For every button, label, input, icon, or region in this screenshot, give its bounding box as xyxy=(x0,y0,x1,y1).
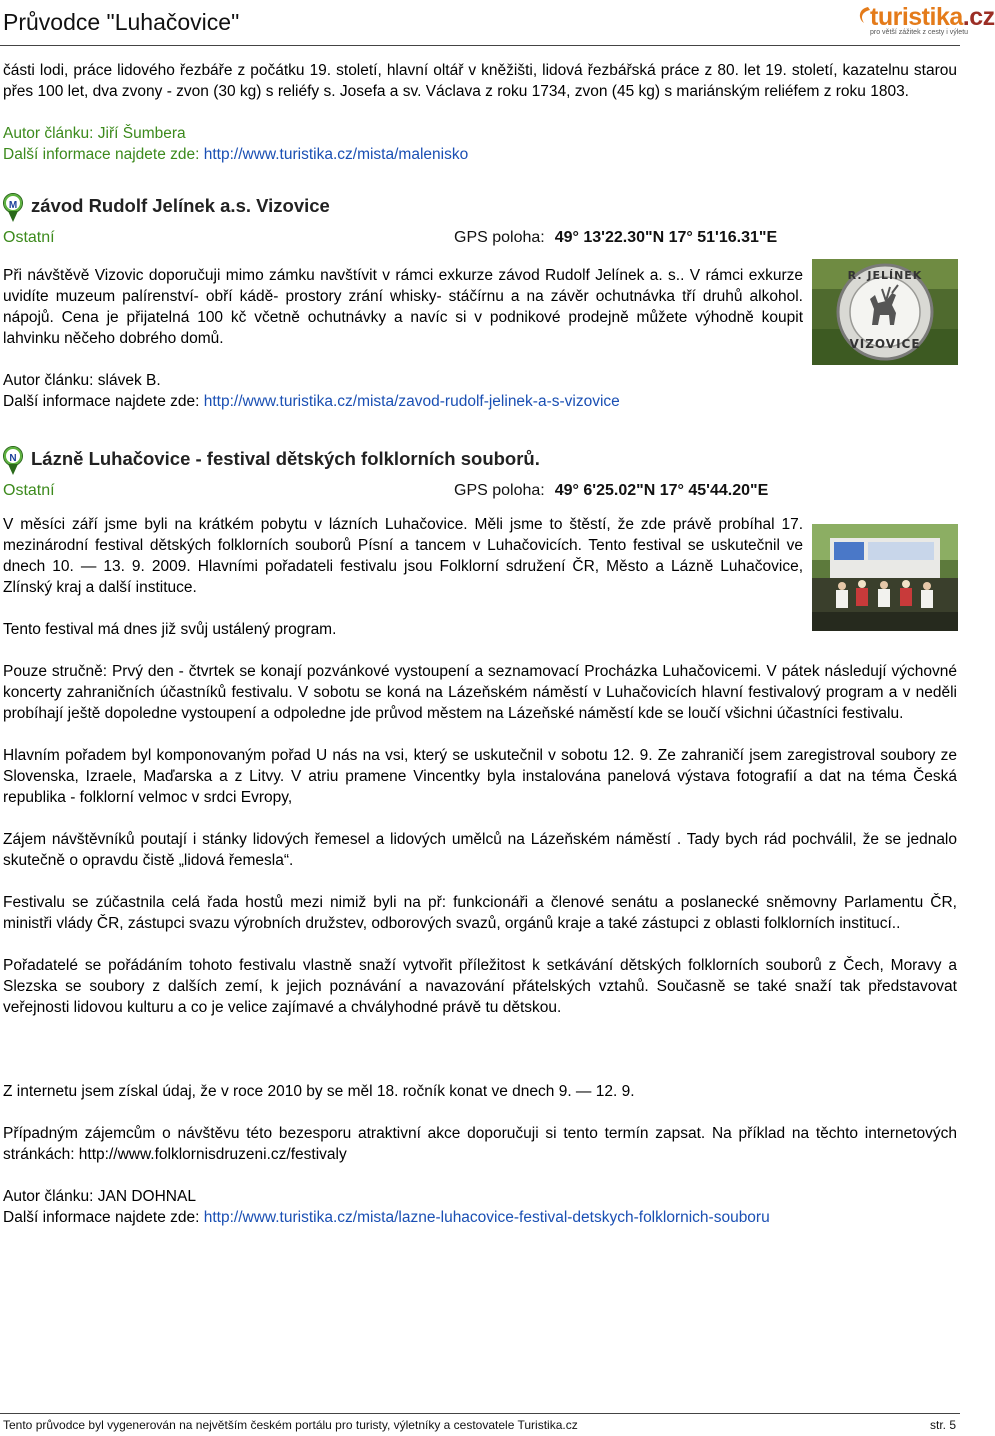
section-title: závod Rudolf Jelínek a.s. Vizovice xyxy=(31,195,330,216)
page-header xyxy=(0,0,995,46)
intro-more-info: Další informace najdete zde: http://www.turistika.cz/mista/malenisko xyxy=(3,146,469,163)
intro-more-link[interactable]: http://www.turistika.cz/mista/malenisko xyxy=(203,146,469,163)
document-title: Průvodce "Luhačovice" xyxy=(3,9,240,35)
intro-author: Autor článku: Jiří Šumbera xyxy=(3,125,186,142)
section-meta xyxy=(3,227,957,251)
footer-text: Tento průvodce byl vygenerován na největším českém portálu pro turisty, výletníky a cestovatele Turistika.cz xyxy=(3,1418,578,1432)
section-paragraph: Případným zájemcům o návštěvu této bezesporu atraktivní akce doporučuji si tento termín zapsat. Na příklad na těchto internetových stránkách: http://www.folklornisdruzeni.cz/festivaly xyxy=(3,1125,957,1163)
section-meta xyxy=(3,480,957,504)
logo-tagline: pro větší zážitek z cesty i výletu xyxy=(870,29,969,36)
section-author: Autor článku: slávek B. xyxy=(3,372,161,389)
festival-photo xyxy=(812,524,958,631)
category-label: Ostatní xyxy=(3,482,55,499)
category-label: Ostatní xyxy=(3,229,55,246)
map-pin-icon: M xyxy=(3,193,23,221)
section-paragraph: Tento festival má dnes již svůj ustálený program. xyxy=(3,621,337,638)
section-paragraph: Pořadatelé se pořádáním tohoto festivalu vlastně snaží vytvořit příležitost k setkávání dětských folklorních souborů z Čech, Moravy a Slezska se soubory z dalších zemí, k jejich poznávání a navazování přátelských vztahů. Současně se také snaží tak představovat veřejnosti lidovou kulturu a co je velice zajímavé a chvályhodné právě tu dětskou. xyxy=(3,957,957,1016)
section-paragraph: Hlavním pořadem byl komponovaným pořad U nás na vsi, který se uskutečnil v sobotu 12. 9. Ze zahraničí jsem zaregistroval soubory ze Slovenska, Izraele, Maďarska a z Litvy. V atriu pramene Vincentky byla instalována panelová výstava fotografií a dat na téma Česká republika - folklorní velmoc v srdci Evropy, xyxy=(3,747,957,806)
section-paragraph: Pouze stručně: Prvý den - čtvrtek se konají pozvánkové vystoupení a seznamovací Procházka Luhačovicemi. V pátek následují výchovné koncerty zahraničních účastníků festivalu. V sobotu se koná na Lázeňském náměstí v Luhačovicích hlavní festivalový program a v neděli probíhají ještě dopoledne vystoupení a odpoledne jde průvod městem na Lázeňské náměstí kde se loučí všichni účastníci festivalu. xyxy=(3,663,957,722)
section-paragraph: V měsíci září jsme byli na krátkém pobytu v lázních Luhačovice. Měli jsme to štěstí, že zde právě probíhal 17. mezinárodní festival dětských folklorních souborů Písní a tancem v Luhačovicích. Tento festival se uskutečnil ve dnech 10. — 13. 9. 2009. Hlavními pořadateli festivalu jsou Folklorní sdružení ČR, Město a Lázně Luhačovice, Zlínský kraj a další instituce. xyxy=(3,516,803,596)
header-divider xyxy=(0,45,960,46)
page-content xyxy=(3,60,957,1228)
section-paragraph: Festivalu se zúčastnila celá řada hostů mezi nimiž byli na př: funkcionáři a členové senátu a poslanecké sněmovny Parlamentu ČR, ministři vlády ČR, zástupci svazu výrobních družstev, odborových svazů, orgánů kraje a také zástupci z oblasti folklorních institucí.. xyxy=(3,894,957,932)
section-paragraph: Z internetu jsem získal údaj, že v roce 2010 by se měl 18. ročník konat ve dnech 9. — 12. 9. xyxy=(3,1083,635,1100)
section-more-info: Další informace najdete zde: http://www.turistika.cz/mista/zavod-rudolf-jelinek-a-s-vizovice xyxy=(3,393,620,410)
map-pin-icon: N xyxy=(3,446,23,474)
gps-position: GPS poloha: 49° 6'25.02"N 17° 45'44.20"E xyxy=(454,482,769,499)
footer-divider xyxy=(0,1413,960,1414)
page-number: str. 5 xyxy=(929,1418,956,1432)
jelinek-emblem-photo xyxy=(812,259,958,365)
photo-caption-top: R. JELÍNEK xyxy=(847,269,923,282)
section-header-vizovice xyxy=(3,191,957,227)
turistika-logo[interactable] xyxy=(856,3,995,41)
gps-position: GPS poloha: 49° 13'22.30"N 17° 51'16.31"E xyxy=(454,229,778,246)
intro-paragraph: části lodi, práce lidového řezbáře z počátku 19. století, hlavní oltář v kněžišti, lidová řezbářská práce z 80. let 19. století, kazatelnu starou přes 100 let, dva zvony - zvon (30 kg) s reliéfy s. Josefa a sv. Václava z roku 1734, zvon (45 kg) s mariánským reliéfem z roku 1803. xyxy=(3,62,957,100)
section-more-link[interactable]: http://www.turistika.cz/mista/zavod-rudolf-jelinek-a-s-vizovice xyxy=(203,393,620,410)
section-paragraph: Zájem návštěvníků poutají i stánky lidových řemesel a lidových umělců na Lázeňském náměstí . Tady bych rád pochválil, že se jednalo skutečně o opravdu čistě „lidová řemesla“. xyxy=(3,831,957,869)
section-more-info: Další informace najdete zde: http://www.turistika.cz/mista/lazne-luhacovice-festival-detskych-folklornich-souboru xyxy=(3,1209,770,1226)
section-body: Při návštěvě Vizovic doporučuji mimo zámku navštívit v rámci exkurze závod Rudolf Jelínek a. s.. V rámci exkurze uvidíte muzeum palírenství- obří kádě- prostory zrání whisky- stáčírnu a na závěr ochutnávka tří druhů alkohol. nápojů. Cena je přijatelná 100 kč včetně ochutnávky a navíc si v podnikové prodejně můžete výhodně koupit lahvinku něčeho dobrého domů. xyxy=(3,267,803,347)
section-author: Autor článku: JAN DOHNAL xyxy=(3,1188,196,1205)
logo-wordmark: turistika.cz xyxy=(870,3,995,31)
section-more-link[interactable]: http://www.turistika.cz/mista/lazne-luhacovice-festival-detskych-folklornich-souboru xyxy=(203,1209,770,1226)
photo-caption-bottom: VIZOVICE xyxy=(849,337,921,351)
section-title: Lázně Luhačovice - festival dětských folklorních souborů. xyxy=(31,448,540,469)
section-header-luhacovice xyxy=(3,444,957,480)
